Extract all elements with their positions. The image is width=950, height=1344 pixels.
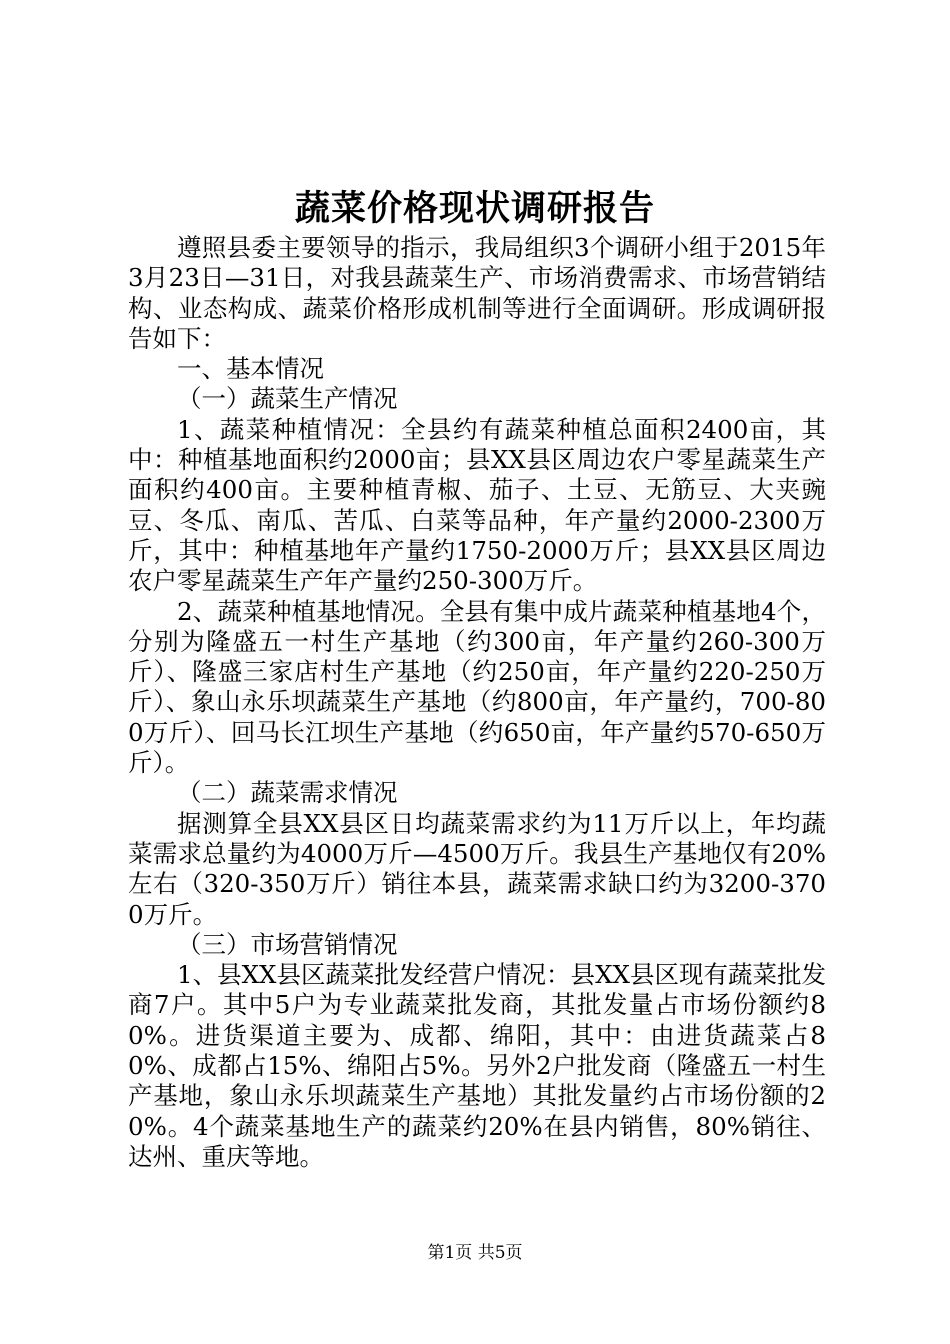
production-paragraph-1: 1、蔬菜种植情况：全县约有蔬菜种植总面积2400亩，其中：种植基地面积约2000亩；县XX县区周边农户零星蔬菜生产面积约400亩。主要种植青椒、茄子、土豆、无筋豆、大夹豌豆、冬瓜、南瓜、苦瓜、白菜等品种，年产量约2000-2300万斤，其中：种植基地年产量约1750-2000万斤；县XX县区周边农户零星蔬菜生产年产量约250-300万斤。 (128, 414, 826, 596)
production-paragraph-2: 2、蔬菜种植基地情况。全县有集中成片蔬菜种植基地4个，分别为隆盛五一村生产基地（约300亩，年产量约260-300万斤）、隆盛三家店村生产基地（约250亩，年产量约220-250万斤）、象山永乐坝蔬菜生产基地（约800亩，年产量约，700-800万斤）、回马长江坝生产基地（约650亩，年产量约570-650万斤）。 (128, 596, 826, 778)
document-body (128, 233, 826, 1172)
page-footer: 第1页 共5页 (427, 1243, 523, 1263)
document-title: 蔬菜价格现状调研报告 (294, 188, 655, 229)
subsection-heading-marketing: （三）市场营销情况 (177, 929, 398, 959)
section-heading-basic: 一、基本情况 (177, 354, 324, 384)
intro-paragraph: 遵照县委主要领导的指示，我局组织3个调研小组于2015年3月23日—31日，对我县蔬菜生产、市场消费需求、市场营销结构、业态构成、蔬菜价格形成机制等进行全面调研。形成调研报告如下： (128, 233, 826, 353)
marketing-paragraph-1: 1、县XX县区蔬菜批发经营户情况：县XX县区现有蔬菜批发商7户。其中5户为专业蔬菜批发商，其批发量占市场份额约80%。进货渠道主要为、成都、绵阳，其中：由进货蔬菜占80%、成都占15%、绵阳占5%。另外2户批发商（隆盛五一村生产基地，象山永乐坝蔬菜生产基地）其批发量约占市场份额的20%。4个蔬菜基地生产的蔬菜约20%在县内销售，80%销往、达州、重庆等地。 (128, 960, 826, 1171)
subsection-heading-demand: （二）蔬菜需求情况 (177, 778, 398, 808)
subsection-heading-production: （一）蔬菜生产情况 (177, 384, 398, 414)
demand-paragraph: 据测算全县XX县区日均蔬菜需求约为11万斤以上，年均蔬菜需求总量约为4000万斤—4500万斤。我县生产基地仅有20%左右（320-350万斤）销往本县，蔬菜需求缺口约为3200-3700万斤。 (128, 808, 826, 929)
